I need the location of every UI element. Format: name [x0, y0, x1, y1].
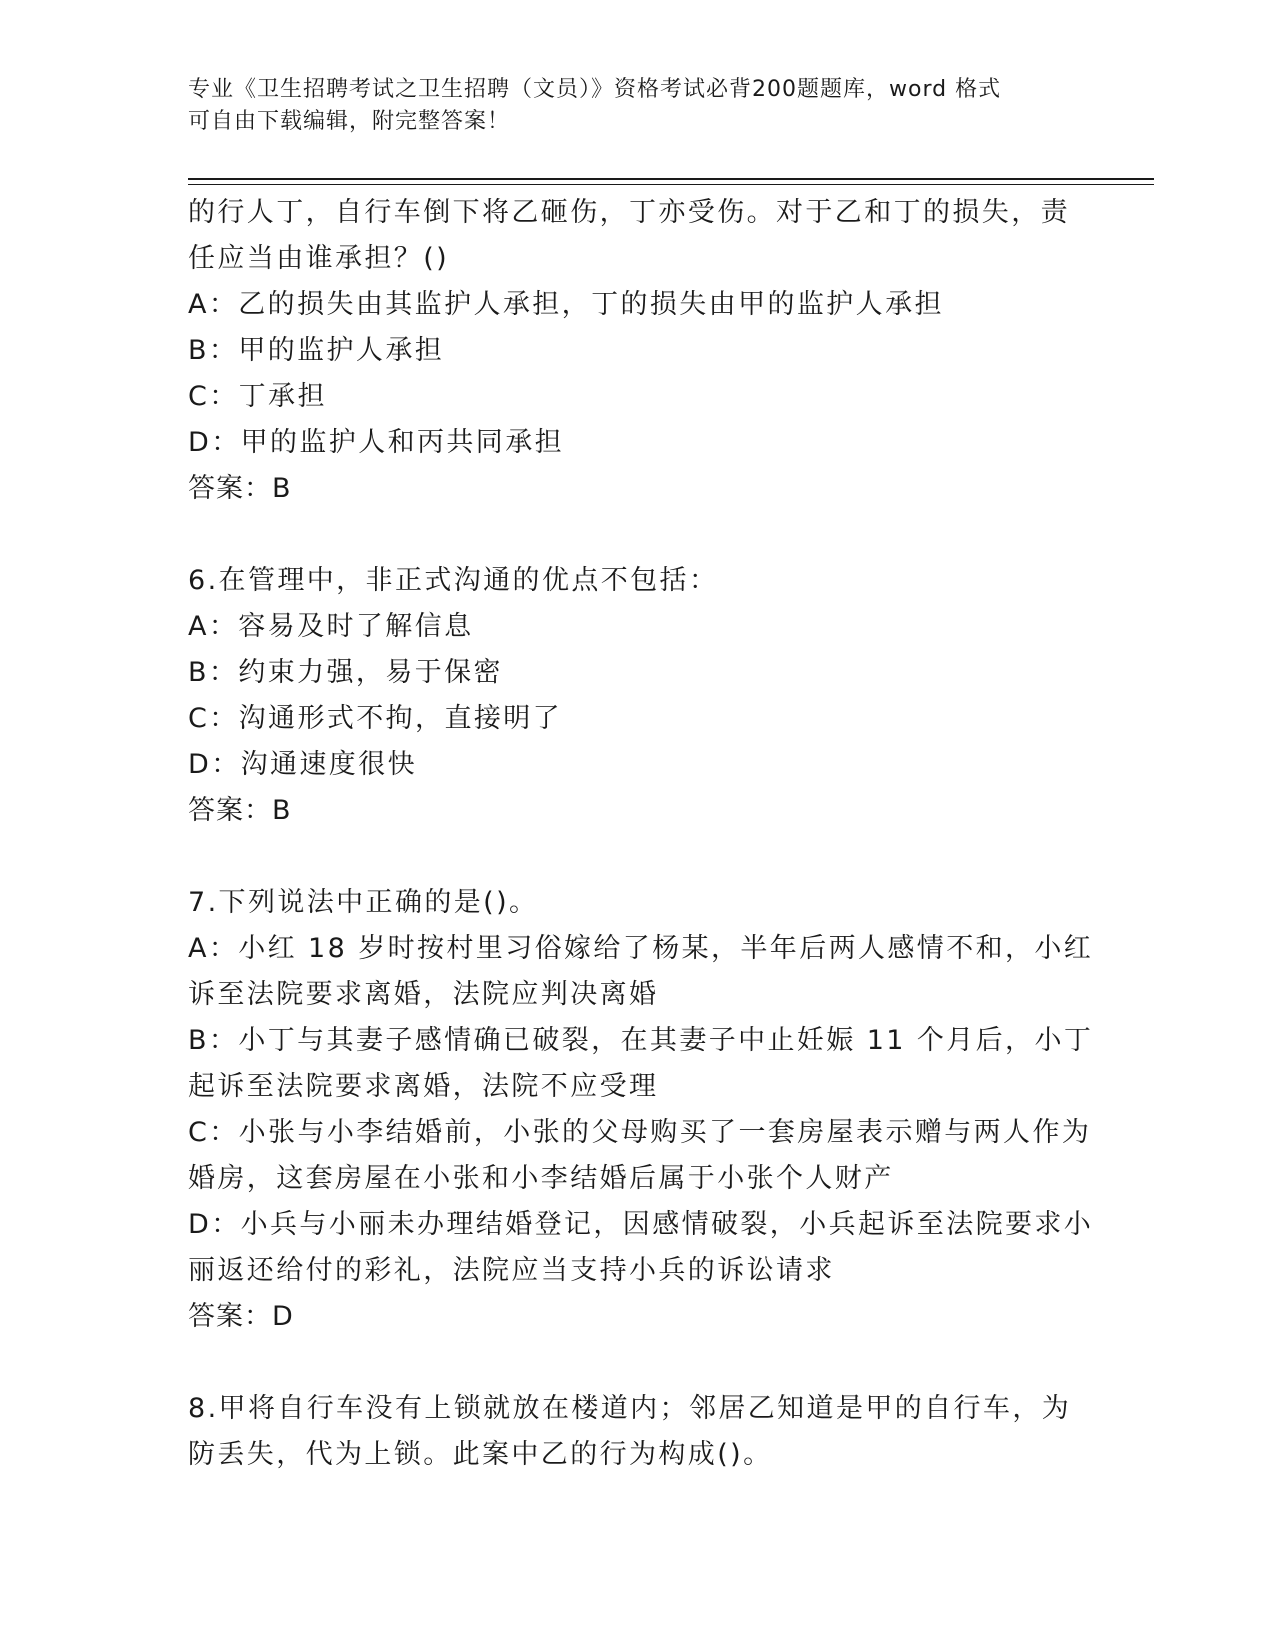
option-b: B：甲的监护人承担 [188, 335, 445, 366]
question-6 [188, 558, 1088, 834]
question-5 [188, 190, 1088, 512]
option-a: A：乙的损失由其监护人承担，丁的损失由甲的监护人承担 [188, 289, 944, 320]
question-spacer [188, 512, 1088, 558]
option-b-continued: 起诉至法院要求离婚，法院不应受理 [188, 1071, 659, 1102]
question-stem-line: 的行人丁，自行车倒下将乙砸伤，丁亦受伤。对于乙和丁的损失，责 [188, 197, 1070, 228]
document-header [188, 74, 1078, 138]
option-d: D：甲的监护人和丙共同承担 [188, 427, 564, 458]
question-stem-line: 8.甲将自行车没有上锁就放在楼道内；邻居乙知道是甲的自行车，为 [188, 1393, 1072, 1424]
option-a: A：容易及时了解信息 [188, 611, 474, 642]
option-d: D：小兵与小丽未办理结婚登记，因感情破裂，小兵起诉至法院要求小 [188, 1209, 1094, 1240]
option-d: D：沟通速度很快 [188, 749, 417, 780]
answer-line: 答案：B [188, 795, 292, 826]
answer-line: 答案：D [188, 1301, 294, 1332]
option-c-continued: 婚房，这套房屋在小张和小李结婚后属于小张个人财产 [188, 1163, 894, 1194]
question-list [188, 190, 1094, 1478]
question-spacer [188, 1340, 1088, 1386]
option-c: C：沟通形式不拘，直接明了 [188, 703, 563, 734]
option-b: B：约束力强，易于保密 [188, 657, 503, 688]
question-stem-line: 任应当由谁承担？() [188, 243, 450, 274]
question-stem-line: 7.下列说法中正确的是()。 [188, 887, 539, 918]
question-7 [188, 880, 1094, 1340]
option-b: B：小丁与其妻子感情确已破裂，在其妻子中止妊娠 11 个月后，小丁 [188, 1025, 1094, 1056]
question-8 [188, 1386, 1088, 1478]
answer-line: 答案：B [188, 473, 292, 504]
question-stem-line: 6.在管理中，非正式沟通的优点不包括： [188, 565, 719, 596]
header-title-line-2: 可自由下载编辑，附完整答案！ [188, 109, 511, 134]
option-d-continued: 丽返还给付的彩礼，法院应当支持小兵的诉讼请求 [188, 1255, 835, 1286]
question-spacer [188, 834, 1088, 880]
option-c: C：小张与小李结婚前，小张的父母购买了一套房屋表示赠与两人作为 [188, 1117, 1092, 1148]
header-divider-thick [188, 178, 1154, 180]
option-c: C：丁承担 [188, 381, 327, 412]
question-stem-line: 防丢失，代为上锁。此案中乙的行为构成()。 [188, 1439, 773, 1470]
header-divider-thin [188, 184, 1154, 185]
option-a: A：小红 18 岁时按村里习俗嫁给了杨某，半年后两人感情不和，小红 [188, 933, 1094, 964]
option-a-continued: 诉至法院要求离婚，法院应判决离婚 [188, 979, 659, 1010]
header-title-line-1: 专业《卫生招聘考试之卫生招聘（文员）》资格考试必背200题题库，word 格式 [188, 77, 1002, 102]
